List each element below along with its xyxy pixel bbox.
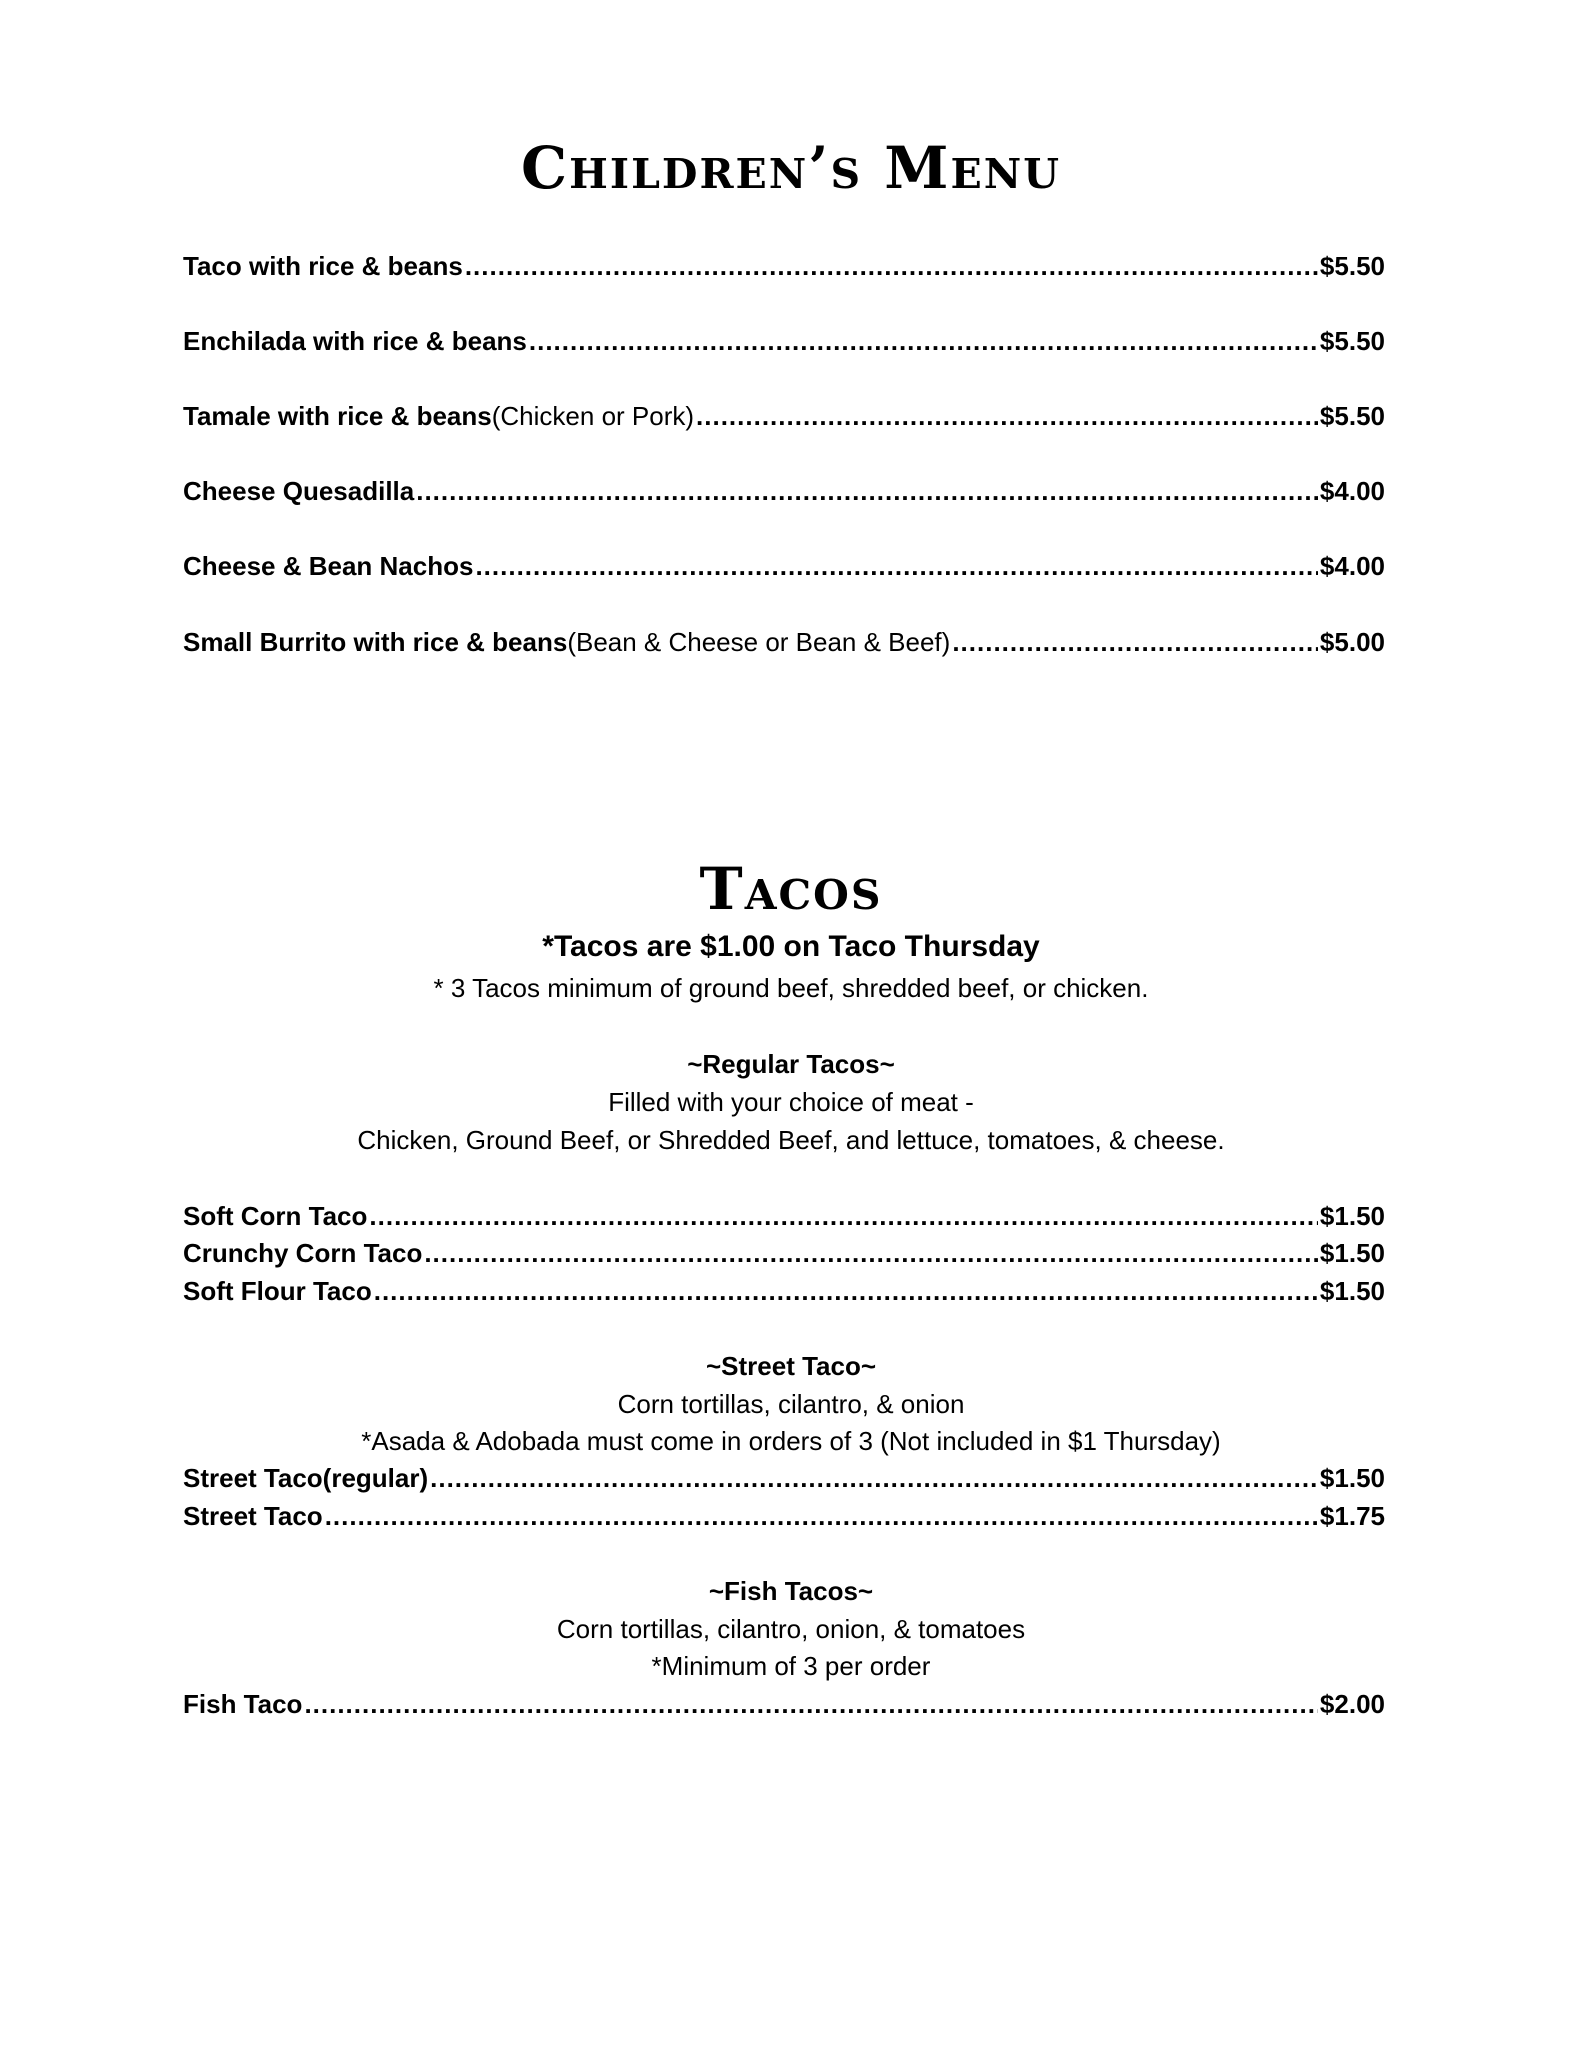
dot-leader — [696, 400, 1318, 432]
item-name: Crunchy Corn Taco — [183, 1238, 423, 1268]
menu-item — [183, 1237, 1385, 1269]
dot-leader — [430, 1462, 1318, 1494]
item-price: $5.50 — [1319, 326, 1385, 356]
menu-item — [183, 1200, 1385, 1232]
menu-item — [183, 1275, 1385, 1307]
item-name: Street Taco(regular) — [183, 1463, 429, 1493]
dot-leader — [374, 1275, 1318, 1307]
childrens-menu-title: Children’s Menu — [521, 134, 1061, 202]
item-price: $4.00 — [1319, 551, 1385, 581]
dot-leader — [424, 1237, 1318, 1269]
item-note: (Bean & Cheese or Bean & Beef) — [567, 627, 951, 657]
menu-item — [183, 1500, 1385, 1532]
item-price: $5.00 — [1319, 627, 1385, 657]
dot-leader — [529, 325, 1318, 357]
fish-tacos-desc-2: *Minimum of 3 per order — [651, 1651, 931, 1681]
regular-tacos-desc-2: Chicken, Ground Beef, or Shredded Beef, and lettuce, tomatoes, & cheese. — [357, 1125, 1225, 1155]
item-note: (Chicken or Pork) — [491, 401, 695, 431]
dot-leader — [465, 250, 1318, 282]
menu-item — [183, 475, 1385, 507]
menu-item — [183, 1462, 1385, 1494]
item-price: $1.50 — [1319, 1201, 1385, 1231]
promo-note: * 3 Tacos minimum of ground beef, shredded beef, or chicken. — [433, 973, 1149, 1003]
menu-item — [183, 626, 1385, 658]
item-price: $4.00 — [1319, 476, 1385, 506]
taco-thursday-promo: *Tacos are $1.00 on Taco Thursday — [542, 930, 1040, 963]
menu-item — [183, 550, 1385, 582]
item-name: Taco with rice & beans — [183, 251, 463, 281]
menu-item — [183, 250, 1385, 282]
street-taco-heading: ~Street Taco~ — [705, 1351, 877, 1381]
item-name: Cheese Quesadilla — [183, 476, 415, 506]
dot-leader — [952, 626, 1318, 658]
fish-tacos-desc-1: Corn tortillas, cilantro, onion, & tomatoes — [556, 1614, 1026, 1644]
item-price: $5.50 — [1319, 251, 1385, 281]
dot-leader — [416, 475, 1318, 507]
item-name: Cheese & Bean Nachos — [183, 551, 474, 581]
item-name: Fish Taco — [183, 1689, 303, 1719]
street-taco-desc-1: Corn tortillas, cilantro, & onion — [617, 1389, 965, 1419]
item-price: $1.75 — [1319, 1501, 1385, 1531]
dot-leader — [475, 550, 1317, 582]
regular-tacos-desc-1: Filled with your choice of meat - — [608, 1087, 974, 1117]
item-price: $1.50 — [1319, 1238, 1385, 1268]
street-taco-desc-2: *Asada & Adobada must come in orders of 3 (Not included in $1 Thursday) — [361, 1426, 1221, 1456]
item-price: $2.00 — [1319, 1689, 1385, 1719]
menu-item — [183, 325, 1385, 357]
dot-leader — [304, 1688, 1317, 1720]
regular-tacos-heading: ~Regular Tacos~ — [687, 1049, 895, 1079]
item-name: Small Burrito with rice & beans — [183, 627, 568, 657]
item-name: Enchilada with rice & beans — [183, 326, 527, 356]
tacos-title: Tacos — [699, 855, 883, 923]
item-name: Soft Flour Taco — [183, 1276, 372, 1306]
item-price: $5.50 — [1319, 401, 1385, 431]
item-name: Soft Corn Taco — [183, 1201, 368, 1231]
menu-item — [183, 400, 1385, 432]
item-name: Tamale with rice & beans — [183, 401, 492, 431]
fish-tacos-heading: ~Fish Tacos~ — [708, 1576, 874, 1606]
item-price: $1.50 — [1319, 1463, 1385, 1493]
menu-item — [183, 1688, 1385, 1720]
item-name: Street Taco — [183, 1501, 323, 1531]
dot-leader — [325, 1500, 1318, 1532]
dot-leader — [369, 1200, 1318, 1232]
item-price: $1.50 — [1319, 1276, 1385, 1306]
